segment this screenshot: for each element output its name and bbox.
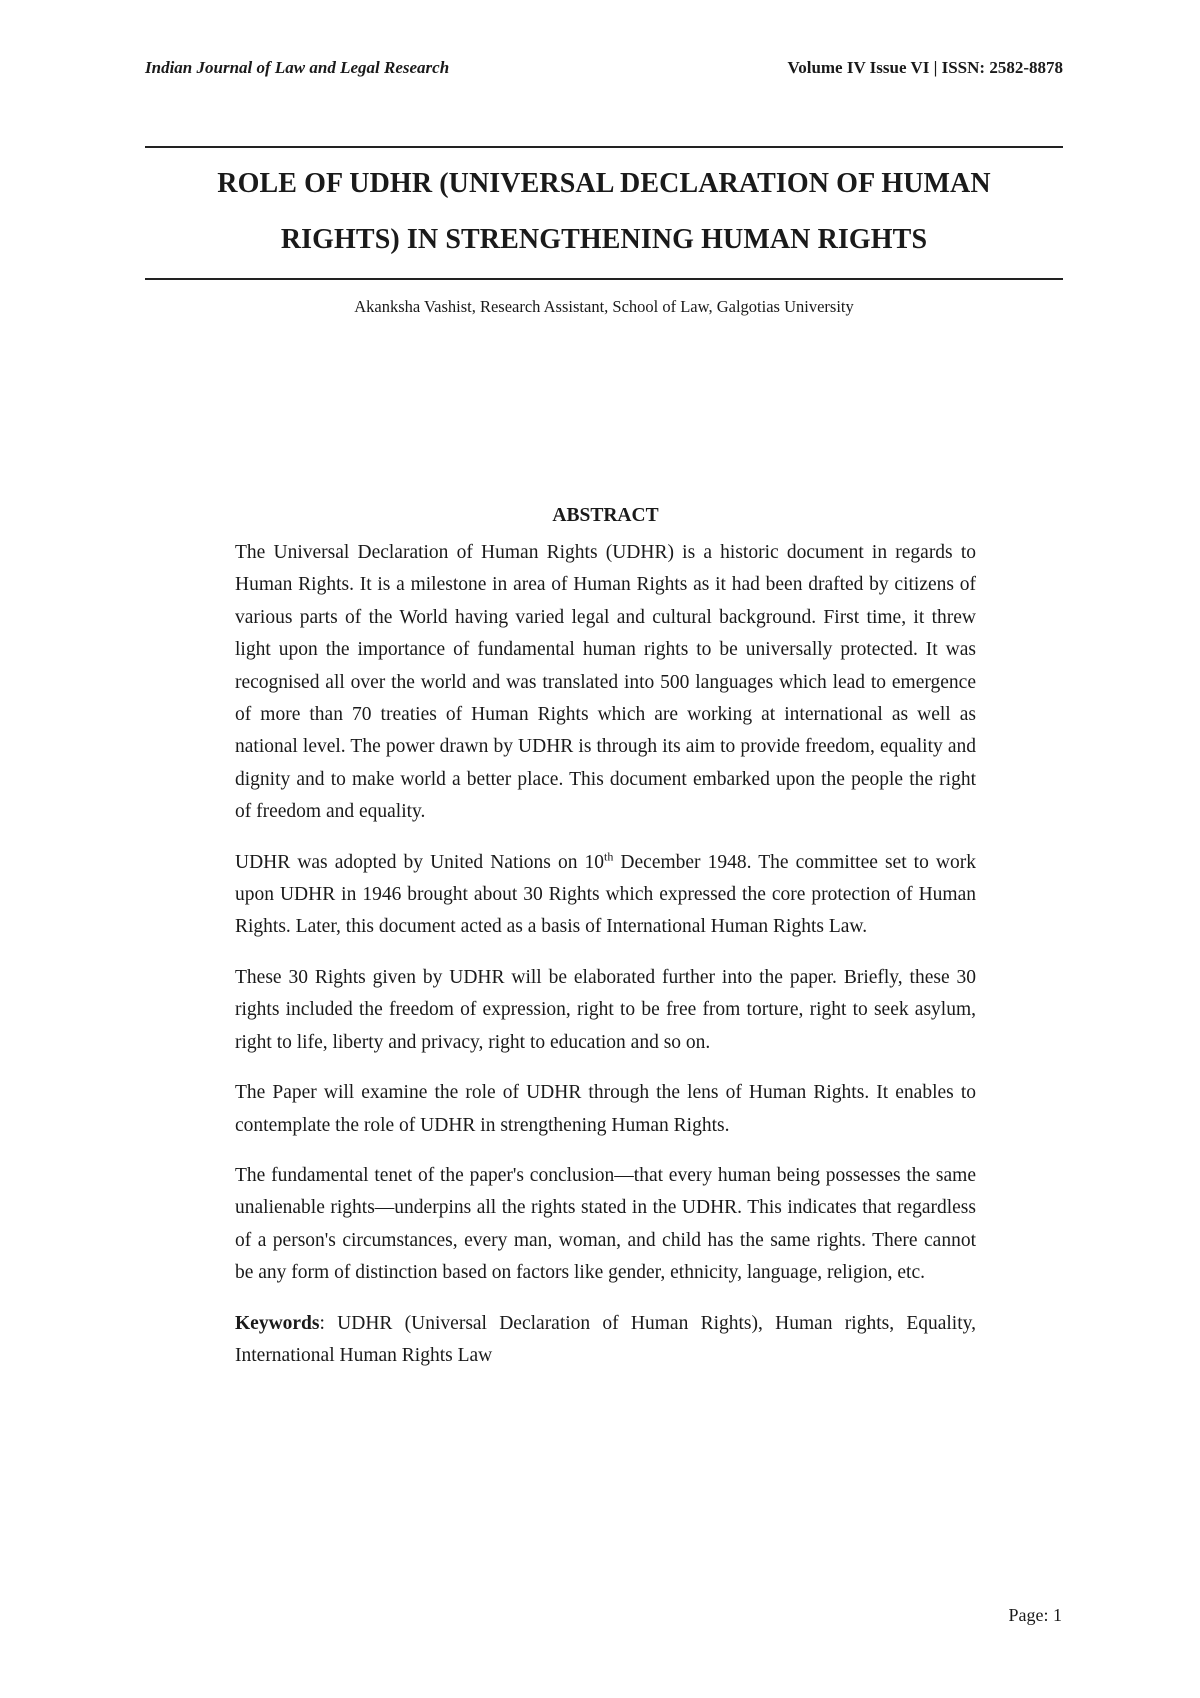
abstract-paragraph-1: The Universal Declaration of Human Rights (UDHR) is a historic document in regards to Human Rights. It is a milestone in area of Human Rights as it had been drafted by citizens of various parts of the World having varied legal and cultural background. First time, it threw light upon the importance of fundamental human rights to be universally protected. It was recognised all over the world and was translated into 500 languages which lead to emergence of more than 70 treaties of Human Rights which are working at international as well as national level. The power drawn by UDHR is through its aim to provide freedom, equality and dignity and to make world a better place. This document embarked upon the people the right of freedom and equality. (235, 542, 976, 823)
keywords-text: : UDHR (Universal Declaration of Human Rights), Human rights, Equality, International Human Rights Law (235, 1312, 976, 1366)
journal-name: Indian Journal of Law and Legal Research (145, 58, 450, 77)
title-block (145, 146, 1063, 280)
ordinal-superscript: th (604, 849, 614, 864)
paper-title-line-1: ROLE OF UDHR (UNIVERSAL DECLARATION OF HUMAN (217, 168, 991, 199)
abstract-paragraph-5: The fundamental tenet of the paper's conclusion—that every human being possesses the same unalienable rights—underpins all the rights stated in the UDHR. This indicates that regardless of a person's circumstances, every man, woman, and child has the same rights. There cannot be any form of distinction based on factors like gender, ethnicity, language, religion, etc. (235, 1164, 976, 1284)
abstract-paragraph-4: The Paper will examine the role of UDHR through the lens of Human Rights. It enables to contemplate the role of UDHR in strengthening Human Rights. (235, 1082, 976, 1136)
abstract-paragraph-2 (235, 847, 976, 944)
abstract-paragraph-3: These 30 Rights given by UDHR will be elaborated further into the paper. Briefly, these 30 rights included the freedom of expression, right to be free from torture, right to seek asylum, right to life, liberty and privacy, right to education and so on. (235, 966, 976, 1053)
running-header (145, 58, 1063, 78)
author-line: Akanksha Vashist, Research Assistant, School of Law, Galgotias University (354, 297, 854, 316)
issue-info: Volume IV Issue VI | ISSN: 2582-8878 (787, 58, 1063, 77)
keywords-paragraph (235, 1308, 976, 1373)
abstract-heading: ABSTRACT (552, 505, 659, 526)
page-number: Page: 1 (1008, 1605, 1062, 1625)
abstract-section (235, 500, 976, 1390)
abstract-paragraph-2-end: December 1948. The committee set to work upon UDHR in 1946 brought about 30 Rights which expressed the core protection of Human Rights. Later, this document acted as a basis of International Human Rights Law. (235, 851, 976, 938)
abstract-paragraph-2-start: UDHR was adopted by United Nations on 10 (235, 851, 605, 873)
keywords-label: Keywords (235, 1312, 320, 1334)
paper-title (145, 156, 1063, 268)
paper-title-line-2: RIGHTS) IN STRENGTHENING HUMAN RIGHTS (280, 224, 928, 255)
